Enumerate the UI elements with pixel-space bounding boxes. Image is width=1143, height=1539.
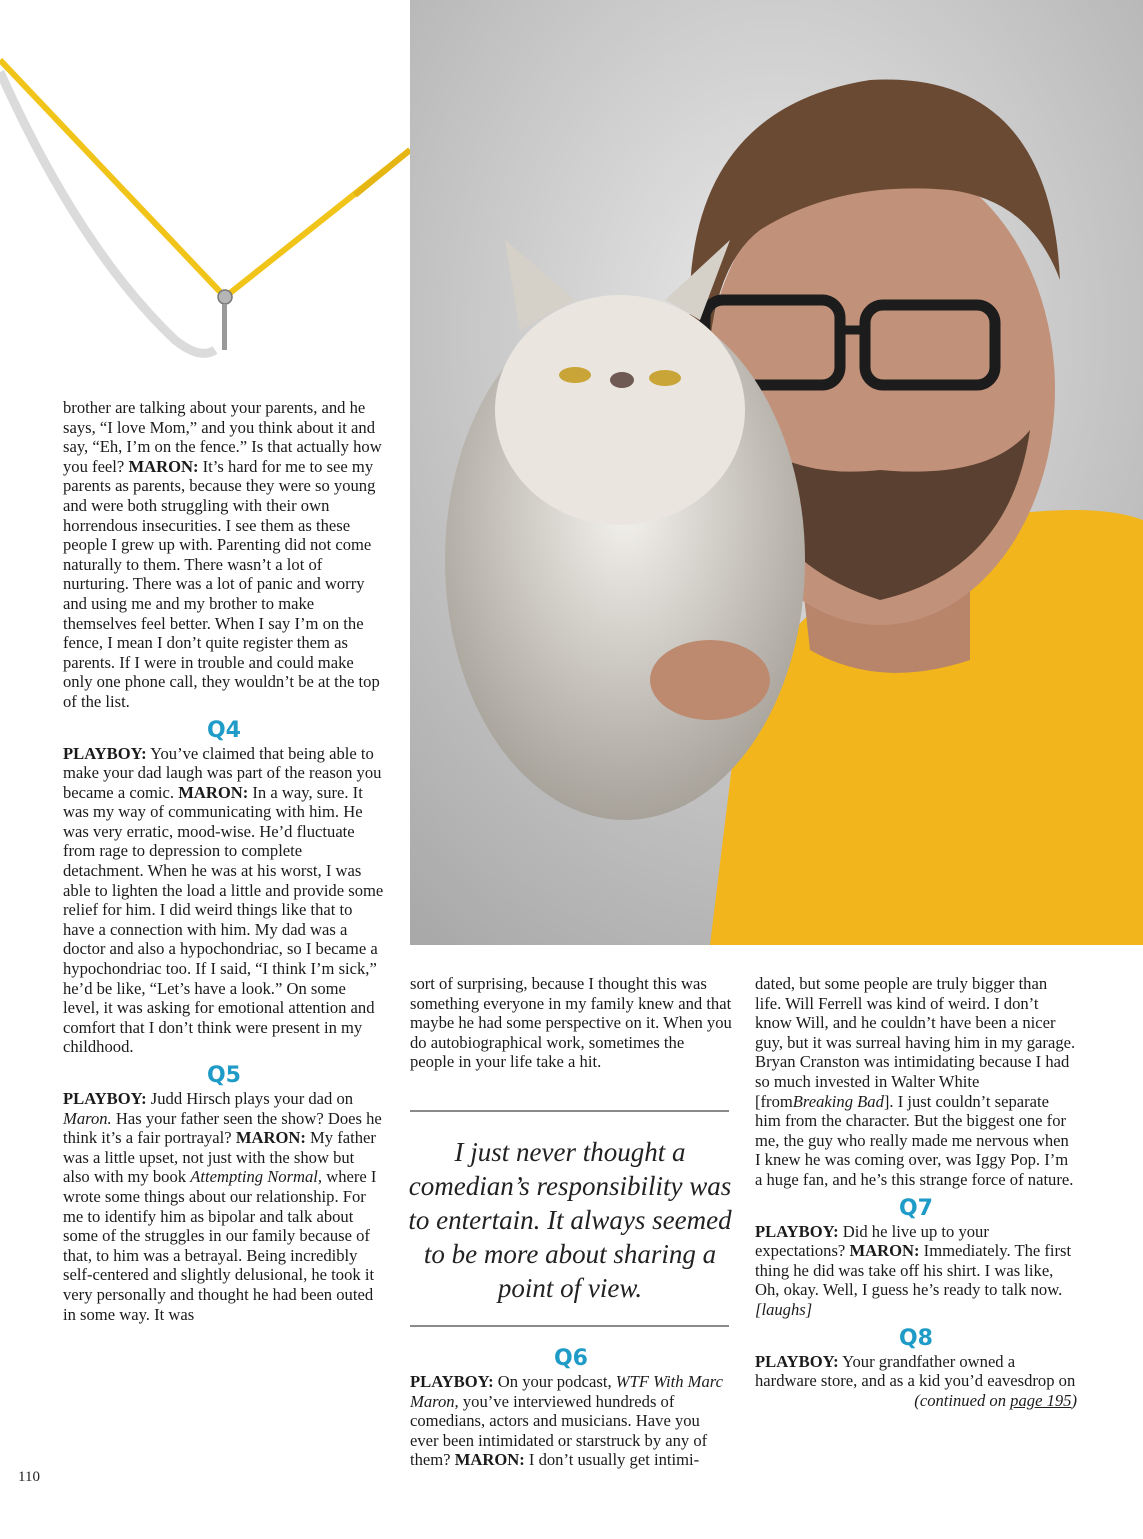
q5-question-part-a: Judd Hirsch plays your dad on: [150, 1089, 354, 1108]
continued-jump-line: [914, 1391, 1077, 1411]
string-shadow: [0, 72, 215, 353]
speaker-playboy: PLAYBOY:: [63, 1089, 147, 1108]
speaker-maron: MARON:: [235, 1128, 306, 1148]
column-2: [410, 974, 732, 1072]
q8-body: [755, 1351, 1077, 1410]
column-3-continued: [755, 974, 1077, 1190]
q4-answer: In a way, sure. It was my way of communicating with him. He was very erratic, mood-wise. He’d fluctuate from rage to depression to complete detachment. When he was at his worst, I was able to lighten the load a little and provide some relief for him. I did weird things like that to have a connection with him. My dad was a doctor and also a hypochondriac, so I became a hypochondriac too. If I said, “I think I’m sick,” he’d be like, “Let’s have a look.” On some level, it was asking for emotional attention and comfort that I don’t think were present in my childhood.: [63, 782, 384, 1057]
yellow-string-edge: [355, 150, 410, 195]
speaker-playboy: PLAYBOY:: [755, 1221, 839, 1241]
speaker-playboy: PLAYBOY:: [410, 1372, 494, 1391]
q5-show-title: Maron.: [63, 1108, 112, 1128]
continued-prefix: (continued on: [914, 1390, 1007, 1410]
q6-answer: I don’t usually get intimi-: [528, 1450, 700, 1470]
pull-quote-top-rule: [410, 1110, 729, 1112]
q6-heading: Q6: [553, 1346, 588, 1371]
tack-head: [218, 290, 232, 304]
speaker-playboy: PLAYBOY:: [63, 743, 147, 763]
speaker-maron: MARON:: [454, 1450, 525, 1470]
q7-question: Did he live up to your expectations?: [755, 1221, 989, 1261]
q5-answer-part-a: My father was a little upset, not just with the show but also with my book: [63, 1128, 376, 1187]
q6-question-part-a: On your podcast,: [497, 1372, 612, 1391]
speaker-maron: MARON:: [849, 1241, 920, 1261]
q6-question-part-b: you’ve interviewed hundreds of comedians, actors and musicians. Have you ever been intimidated or starstruck by any of them?: [410, 1391, 708, 1470]
speaker-maron: MARON:: [128, 456, 199, 476]
continued-page-link[interactable]: page 195: [1010, 1390, 1072, 1410]
portrait-photo: [410, 0, 1143, 945]
q5-heading: Q5: [206, 1063, 241, 1088]
q5-body: [63, 1089, 385, 1324]
q7-answer: Immediately. The first thing he did was take off his shirt. I was like, Oh, okay. Well, I guess he’s ready to talk now.: [755, 1241, 1072, 1300]
q5-question-part-b: Has your father seen the show? Does he think it’s a fair portrayal?: [63, 1108, 382, 1148]
column-2-continued-text: sort of surprising, because I thought this was something everyone in my family knew and that maybe he had some perspective on it. When you do autobiographical work, sometimes the people in your life take a hit.: [410, 974, 732, 1072]
q6-podcast-title: WTF With Marc Maron,: [410, 1372, 724, 1411]
speaker-maron: MARON:: [178, 782, 249, 802]
pull-quote-bottom-rule: [410, 1325, 729, 1327]
q5-book-title: Attempting Normal,: [190, 1167, 323, 1187]
cat-left-eye: [559, 367, 591, 383]
hand: [650, 640, 770, 720]
breaking-bad-title: Breaking Bad: [792, 1091, 884, 1111]
q4-heading: Q4: [206, 717, 241, 743]
q8-question: Your grandfather owned a hardware store, and as a kid you’d eavesdrop on: [755, 1351, 1076, 1391]
yellow-string-left: [0, 60, 225, 297]
pull-quote: I just never thought a comedian’s responsibility was to entertain. It always seemed to be more about sharing a point of view.: [408, 1137, 732, 1303]
continued-suffix: ): [1071, 1390, 1077, 1410]
intro-question-text: brother are talking about your parents, and he says, “I love Mom,” and you think about it and say, “Eh, I’m on the fence.” Is that actually how you feel?: [63, 398, 382, 476]
q7-body: [755, 1222, 1077, 1320]
string-and-tack-illustration: [0, 0, 410, 380]
column-3: [755, 974, 1077, 1410]
speaker-playboy: PLAYBOY:: [755, 1351, 839, 1371]
q5-answer-part-b: where I wrote some things about our relationship. For me to identify him as bipolar and talk about some of the struggles in our family because of that, to him was a betrayal. Being incredibly self-centered and slightly delusional, he took it very personally and thought he had been outed in some way. It was: [63, 1167, 377, 1324]
intro-question: [63, 398, 385, 712]
cat-head: [495, 295, 745, 525]
intro-answer-text: It’s hard for me to see my parents as parents, because they were so young and were both struggling with their own horrendous insecurities. I see them as these people I grew up with. Parenting did not come naturally to them. There wasn’t a lot of nurturing. There was a lot of panic and worry and using me and my brother to make themselves feel better. When I say I’m on the fence, I mean I don’t quite register them as parents. If I were in trouble and could make only one phone call, they wouldn’t be at the top of the list.: [63, 456, 380, 711]
tack-pin: [222, 304, 227, 350]
q4-body: [63, 744, 385, 1058]
cat-right-eye: [649, 370, 681, 386]
column-3-text-part-b: ]. I just couldn’t separate him from the character. But the biggest one for me, the guy who really made me nervous when I knew he was coming over, was Iggy Pop. I’m a huge fan, and he’s this strange force of nature.: [755, 1091, 1074, 1189]
q7-laughs-aside: [laughs]: [755, 1299, 813, 1319]
q7-heading: Q7: [898, 1195, 933, 1221]
column-2-q6: [410, 1340, 732, 1470]
cat-nose: [610, 372, 634, 388]
q4-question: You’ve claimed that being able to make your dad laugh was part of the reason you became a comic.: [63, 743, 382, 802]
q6-body: [410, 1372, 732, 1470]
page-number: 110: [18, 1469, 40, 1485]
q8-heading: Q8: [898, 1325, 933, 1351]
column-1: [63, 398, 385, 1324]
column-3-text-part-a: dated, but some people are truly bigger than life. Will Ferrell was kind of weird. I don’t know Will, and he couldn’t have been a nicer guy, but it was surreal having him in my garage. Bryan Cranston was intimidating because I had so much invested in Walter White [from: [755, 974, 1076, 1111]
